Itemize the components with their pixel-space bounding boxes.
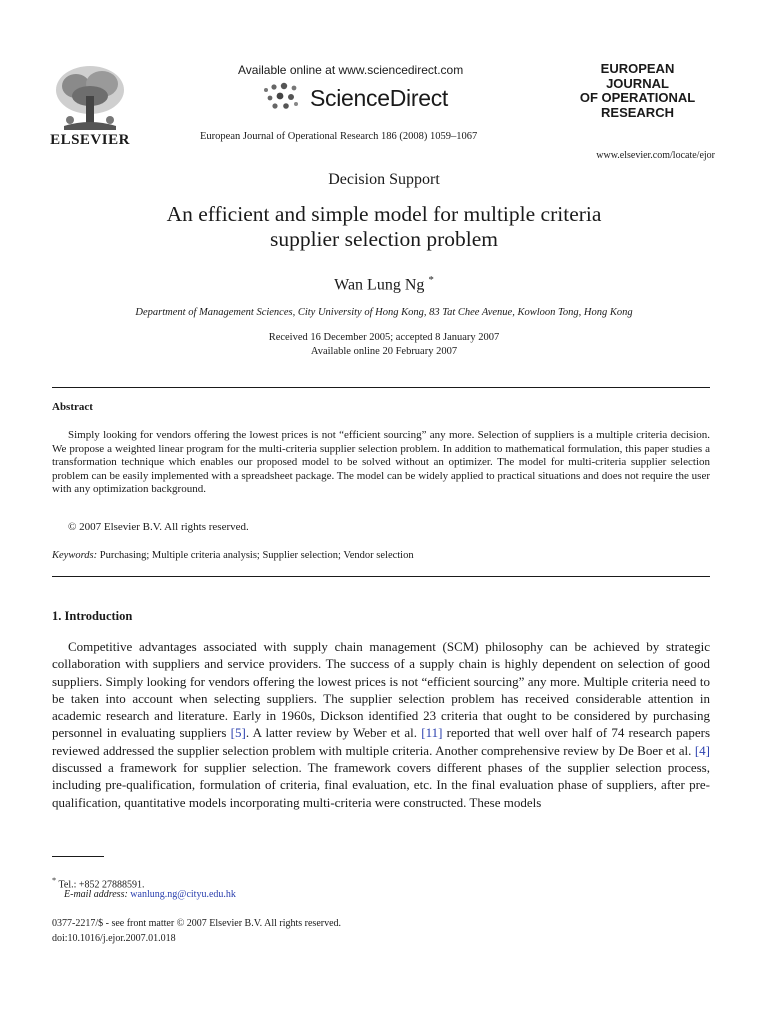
intro-paragraph <box>52 638 710 811</box>
footnote-tel-text: Tel.: +852 27888591. <box>58 879 145 891</box>
available-online-text: Available online at www.sciencedirect.com <box>238 63 464 77</box>
intro-text: . A latter review by Weber et al. <box>245 725 418 741</box>
article-dates <box>0 331 768 359</box>
author-line <box>0 274 768 294</box>
affiliation: Department of Management Sciences, City University of Hong Kong, 83 Tat Chee Avenue, Kowloon Tong, Hong Kong <box>135 307 633 318</box>
citation-link[interactable]: [4] <box>694 742 711 758</box>
issn-line: 0377-2217/$ - see front matter © 2007 Elsevier B.V. All rights reserved. <box>52 918 342 929</box>
sciencedirect-wordmark: ScienceDirect <box>310 85 448 111</box>
intro-text: discussed a framework for supplier selection. The framework covers different phases of the supplier selection process, including pre-qualification, formulation of criteria, final evaluation, etc. In the final evaluation phase of suppliers, after pre-qualification, quantitative models incorporating multi-criteria were constructed. These models <box>52 760 710 810</box>
journal-title-line: JOURNAL <box>606 75 669 91</box>
citation-link[interactable]: [11] <box>421 725 443 741</box>
article-section: Decision Support <box>328 171 440 188</box>
paper-title-line: An efficient and simple model for multiple criteria <box>166 202 602 226</box>
keywords-list: Purchasing; Multiple criteria analysis; Supplier selection; Vendor selection <box>99 550 414 561</box>
doi-line: doi:10.1016/j.ejor.2007.01.018 <box>52 933 176 944</box>
journal-title-line: EUROPEAN <box>600 61 675 76</box>
journal-title-block <box>560 62 715 146</box>
footnote-email <box>64 889 236 900</box>
received-date: Received 16 December 2005; accepted 8 January 2007 <box>268 332 500 343</box>
email-link[interactable]: wanlung.ng@cityu.edu.hk <box>130 889 236 900</box>
paper-title <box>84 202 684 252</box>
author-footnote-mark[interactable]: * <box>428 274 434 286</box>
keywords <box>52 550 710 561</box>
intro-text: Competitive advantages associated with supply chain management (SCM) philosophy can be achieved by strategic collaboration with suppliers and service providers. The success of a supply chain is highly dependent on selection of good suppliers. Simply looking for vendors offering the lowest prices is not “efficient sourcing” any more. Multiple criteria need to be taken into account when selecting suppliers. The supplier selection problem has received considerable attention in academic research and literature. Early in 1960s, Dickson identified 23 criteria that ought to be considered by purchasing personnel in evaluating suppliers <box>52 639 710 741</box>
journal-citation: European Journal of Operational Research 186 (2008) 1059–1067 <box>200 131 478 142</box>
footnote-mark: * <box>52 876 57 885</box>
sciencedirect-dots-icon <box>262 82 302 114</box>
abstract-text: Simply looking for vendors offering the lowest prices is not “efficient sourcing” any more. Selection of suppliers is a multiple criteria decision. We propose a weighted linear program for the multi-criteria supplier selection problem. In addition to mathematical formulation, this paper studies a transformation technique which enables our proposed model to be solved without an optimizer. The model for multi-criteria supplier selection problem can be easily implemented with a spreadsheet package. The model can be widely applied to practical situations and does not require the user with any optimization background. <box>52 429 710 496</box>
divider <box>52 576 710 577</box>
intro-text: reported that well over half of 74 research papers reviewed addressed the supplier selection problem with multiple criteria. Another comprehensive review by De Boer et al. <box>52 725 711 758</box>
journal-title-line: OF OPERATIONAL <box>579 90 696 105</box>
abstract-copyright: © 2007 Elsevier B.V. All rights reserved. <box>68 521 249 533</box>
paper-title-line: supplier selection problem <box>269 227 499 251</box>
section-heading: 1. Introduction <box>52 609 133 623</box>
journal-title-line: RESEARCH <box>601 104 674 120</box>
email-label: E-mail address: <box>64 889 128 900</box>
keywords-label: Keywords: <box>52 550 98 561</box>
author-name: Wan Lung Ng <box>334 276 425 294</box>
online-date: Available online 20 February 2007 <box>310 346 458 357</box>
abstract-heading: Abstract <box>52 401 93 413</box>
journal-url-link[interactable]: www.elsevier.com/locate/ejor <box>596 150 715 161</box>
citation-link[interactable]: [5] <box>230 725 246 741</box>
publisher-name: ELSEVIER <box>50 132 130 148</box>
footnote-divider <box>52 856 104 857</box>
divider <box>52 387 710 388</box>
